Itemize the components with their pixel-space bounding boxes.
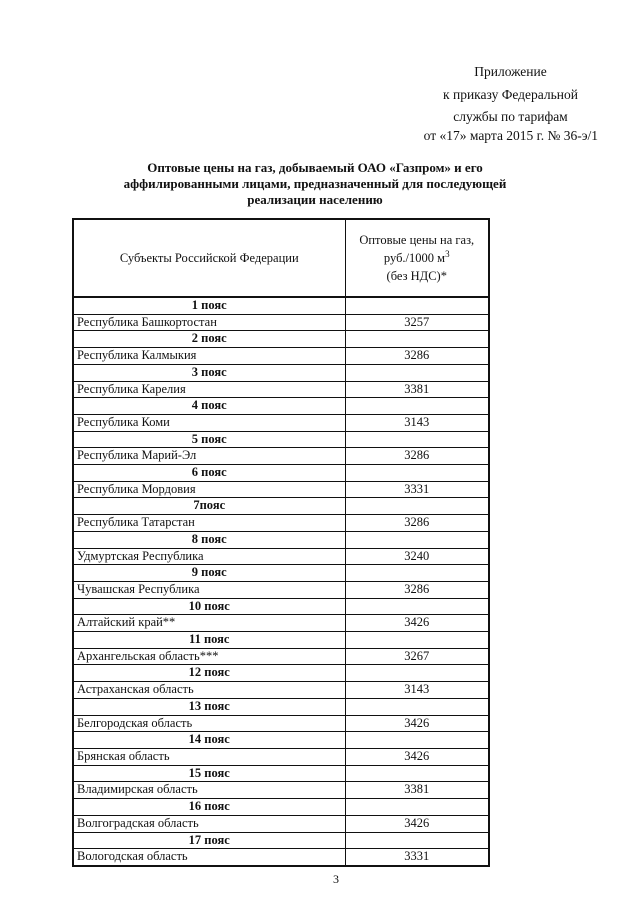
zone-row [73, 531, 489, 548]
region-price: 3267 [345, 648, 489, 665]
zone-label: 15 пояс [73, 765, 345, 782]
zone-row [73, 364, 489, 381]
region-price: 3257 [345, 314, 489, 331]
table-row [73, 414, 489, 431]
zone-label: 3 пояс [73, 364, 345, 381]
region-price: 3286 [345, 448, 489, 465]
region-name: Архангельская область*** [73, 648, 345, 665]
zone-row [73, 331, 489, 348]
price-header-line-2 [350, 249, 485, 267]
zone-row [73, 431, 489, 448]
table-row [73, 715, 489, 732]
zone-row [73, 832, 489, 849]
zone-price-empty [345, 364, 489, 381]
price-header-line-3: (без НДС)* [386, 269, 447, 283]
region-name: Белгородская область [73, 715, 345, 732]
region-name: Республика Коми [73, 414, 345, 431]
zone-row [73, 799, 489, 816]
zone-price-empty [345, 565, 489, 582]
page-number: 3 [333, 872, 339, 886]
zone-price-empty [345, 598, 489, 615]
order-reference: от «17» марта 2015 г. № 36-э/1 [423, 128, 598, 143]
zone-label: 8 пояс [73, 531, 345, 548]
zone-price-empty [345, 698, 489, 715]
table-row [73, 381, 489, 398]
price-table [72, 218, 490, 867]
zone-label: 10 пояс [73, 598, 345, 615]
region-price: 3286 [345, 581, 489, 598]
zone-price-empty [345, 398, 489, 415]
table-row [73, 815, 489, 832]
zone-row [73, 698, 489, 715]
table-row [73, 481, 489, 498]
zone-price-empty [345, 465, 489, 482]
table-row [73, 782, 489, 799]
table-row [73, 581, 489, 598]
zone-label: 9 пояс [73, 565, 345, 582]
table-row [73, 515, 489, 532]
zone-row [73, 498, 489, 515]
region-name: Республика Калмыкия [73, 348, 345, 365]
region-price: 3286 [345, 515, 489, 532]
appendix-line-1: Приложение [474, 64, 547, 79]
zone-row [73, 565, 489, 582]
column-header-subjects: Субъекты Российской Федерации [73, 219, 345, 297]
price-header-sup: 3 [445, 248, 450, 259]
table-row [73, 448, 489, 465]
region-name: Алтайский край** [73, 615, 345, 632]
zone-row [73, 732, 489, 749]
price-header-line-1: Оптовые цены на газ, [359, 233, 475, 247]
region-price: 3143 [345, 414, 489, 431]
table-row [73, 314, 489, 331]
zone-price-empty [345, 531, 489, 548]
zone-label: 6 пояс [73, 465, 345, 482]
region-name: Чувашская Республика [73, 581, 345, 598]
zone-label: 17 пояс [73, 832, 345, 849]
table-row [73, 748, 489, 765]
table-row [73, 615, 489, 632]
table-row [73, 548, 489, 565]
region-price: 3381 [345, 782, 489, 799]
zone-label: 4 пояс [73, 398, 345, 415]
appendix-line-2: к приказу Федеральной [443, 86, 578, 102]
zone-price-empty [345, 765, 489, 782]
region-name: Брянская область [73, 748, 345, 765]
zone-label: 14 пояс [73, 732, 345, 749]
region-name: Астраханская область [73, 682, 345, 699]
zone-row [73, 765, 489, 782]
zone-row [73, 297, 489, 314]
region-price: 3143 [345, 682, 489, 699]
price-header-unit: руб./1000 м [383, 251, 446, 265]
zone-label: 2 пояс [73, 331, 345, 348]
zone-row [73, 465, 489, 482]
region-name: Удмуртская Республика [73, 548, 345, 565]
column-header-price [345, 219, 489, 297]
table-row [73, 648, 489, 665]
zone-label: 7пояс [73, 498, 345, 515]
zone-row [73, 598, 489, 615]
region-price: 3426 [345, 715, 489, 732]
region-name: Республика Карелия [73, 381, 345, 398]
region-price: 3286 [345, 348, 489, 365]
zone-label: 1 пояс [73, 297, 345, 314]
region-name: Волгоградская область [73, 815, 345, 832]
zone-price-empty [345, 297, 489, 314]
region-price: 3331 [345, 481, 489, 498]
zone-label: 12 пояс [73, 665, 345, 682]
zone-price-empty [345, 799, 489, 816]
table-body [73, 297, 489, 866]
zone-price-empty [345, 665, 489, 682]
zone-label: 16 пояс [73, 799, 345, 816]
zone-price-empty [345, 732, 489, 749]
zone-price-empty [345, 632, 489, 649]
appendix-line-3: службы по тарифам [453, 109, 568, 124]
zone-label: 13 пояс [73, 698, 345, 715]
region-price: 3331 [345, 849, 489, 866]
region-price: 3240 [345, 548, 489, 565]
region-name: Вологодская область [73, 849, 345, 866]
zone-row [73, 665, 489, 682]
table-row [73, 849, 489, 866]
region-name: Владимирская область [73, 782, 345, 799]
zone-price-empty [345, 331, 489, 348]
region-name: Республика Татарстан [73, 515, 345, 532]
zone-label: 11 пояс [73, 632, 345, 649]
appendix-header [443, 61, 578, 129]
region-name: Республика Башкортостан [73, 314, 345, 331]
region-price: 3426 [345, 615, 489, 632]
document-title: Оптовые цены на газ, добываемый ОАО «Газпром» и его аффилированными лицами, предназначенный для последующей реализации населению [123, 160, 507, 207]
region-name: Республика Марий-Эл [73, 448, 345, 465]
zone-row [73, 632, 489, 649]
zone-price-empty [345, 832, 489, 849]
region-price: 3426 [345, 815, 489, 832]
region-name: Республика Мордовия [73, 481, 345, 498]
table-row [73, 682, 489, 699]
region-price: 3381 [345, 381, 489, 398]
zone-row [73, 398, 489, 415]
region-price: 3426 [345, 748, 489, 765]
table-row [73, 348, 489, 365]
table-header-row [73, 219, 489, 297]
zone-price-empty [345, 431, 489, 448]
zone-label: 5 пояс [73, 431, 345, 448]
zone-price-empty [345, 498, 489, 515]
